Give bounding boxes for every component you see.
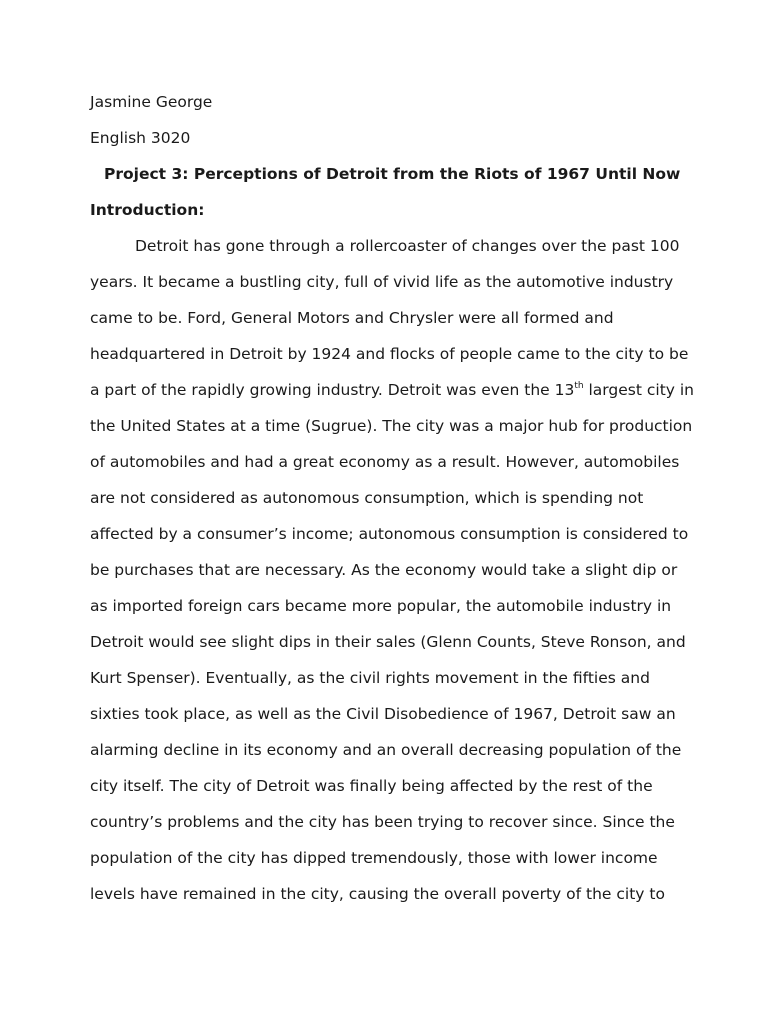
paragraph-line: affected by a consumer’s income; autonomous consumption is considered to: [90, 525, 689, 543]
paragraph-line: are not considered as autonomous consumption, which is spending not: [90, 489, 644, 507]
paragraph-line: levels have remained in the city, causing the overall poverty of the city to: [90, 885, 665, 903]
ordinal-superscript: th: [574, 380, 584, 391]
document-title: Project 3: Perceptions of Detroit from the Riots of 1967 Until Now: [104, 165, 681, 183]
paragraph-text: a part of the rapidly growing industry. Detroit was even the 13: [90, 381, 575, 399]
section-heading: Introduction:: [90, 201, 205, 219]
paragraph-line: Detroit would see slight dips in their sales (Glenn Counts, Steve Ronson, and: [90, 633, 686, 651]
course-name: English 3020: [90, 129, 191, 147]
paragraph-line: the United States at a time (Sugrue). The city was a major hub for production: [90, 417, 693, 435]
paragraph-line: [90, 380, 694, 400]
paragraph-line: sixties took place, as well as the Civil Disobedience of 1967, Detroit saw an: [90, 705, 676, 723]
paragraph-line: as imported foreign cars became more popular, the automobile industry in: [90, 597, 672, 615]
paragraph-line: city itself. The city of Detroit was finally being affected by the rest of the: [90, 777, 653, 795]
paragraph-text: largest city in: [583, 381, 695, 399]
paragraph-line: be purchases that are necessary. As the economy would take a slight dip or: [90, 561, 678, 579]
paragraph-line: alarming decline in its economy and an overall decreasing population of the: [90, 741, 682, 759]
paragraph-line: Kurt Spenser). Eventually, as the civil rights movement in the fifties and: [90, 669, 650, 687]
paragraph-line: Detroit has gone through a rollercoaster of changes over the past 100: [135, 237, 680, 255]
paragraph-line: population of the city has dipped tremendously, those with lower income: [90, 849, 658, 867]
paragraph-line: of automobiles and had a great economy as a result. However, automobiles: [90, 453, 680, 471]
paragraph-line: came to be. Ford, General Motors and Chrysler were all formed and: [90, 309, 614, 327]
paragraph-line: headquartered in Detroit by 1924 and flocks of people came to the city to be: [90, 345, 689, 363]
author-name: Jasmine George: [90, 93, 213, 111]
paragraph-line: country’s problems and the city has been trying to recover since. Since the: [90, 813, 675, 831]
paragraph-line: years. It became a bustling city, full of vivid life as the automotive industry: [90, 273, 674, 291]
